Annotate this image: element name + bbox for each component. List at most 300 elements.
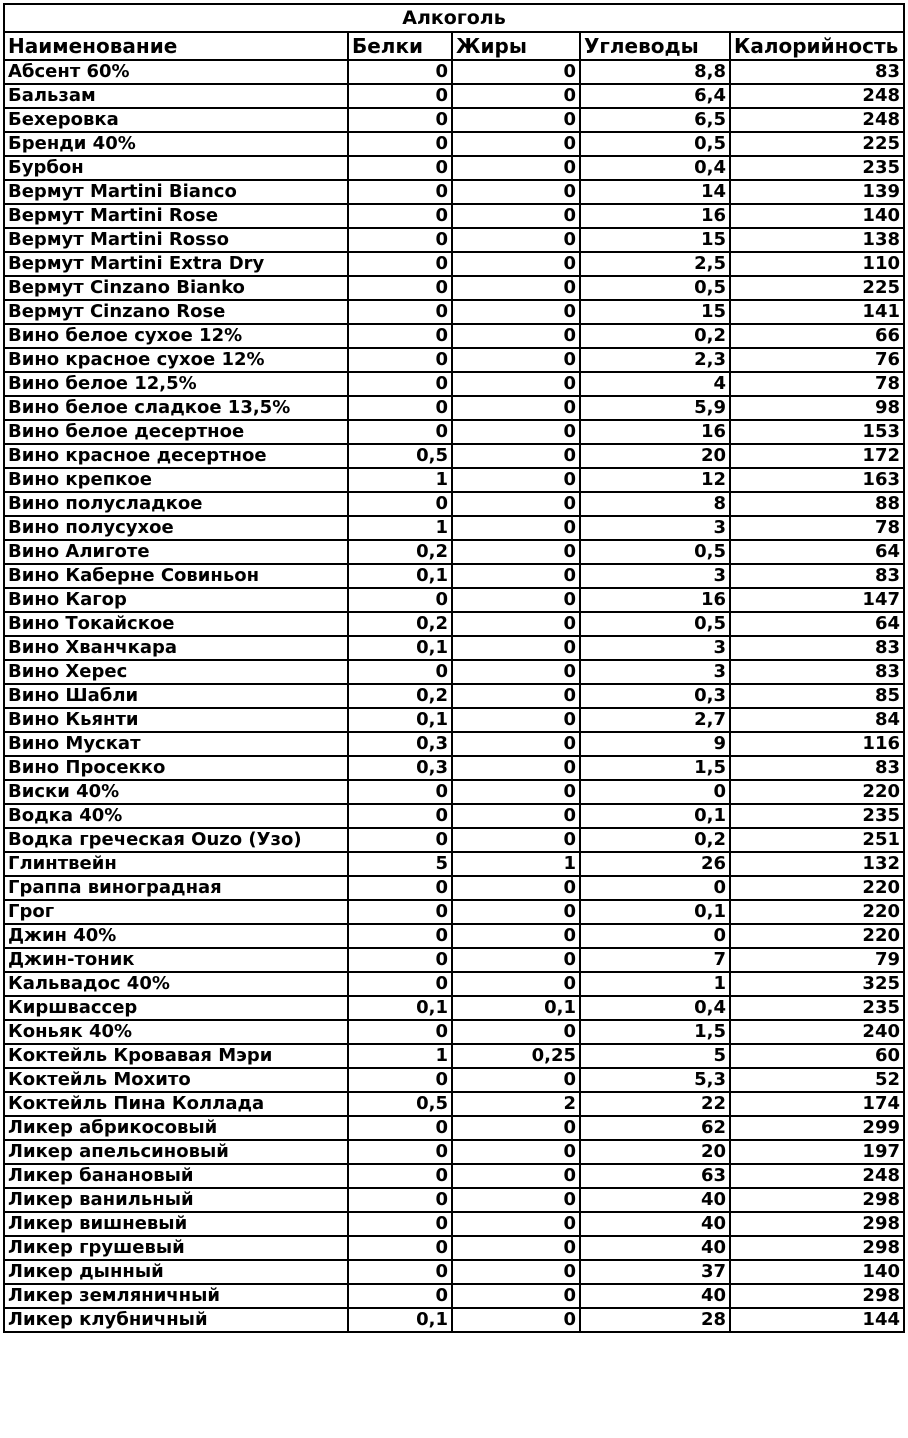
cell-fat: 0 <box>452 972 580 996</box>
cell-protein: 0,5 <box>348 444 452 468</box>
cell-fat: 0 <box>452 60 580 84</box>
cell-name: Бальзам <box>4 84 348 108</box>
cell-calories: 66 <box>730 324 904 348</box>
cell-calories: 132 <box>730 852 904 876</box>
table-row <box>4 852 904 876</box>
table-row <box>4 996 904 1020</box>
cell-name: Вино Кагор <box>4 588 348 612</box>
cell-name: Водка 40% <box>4 804 348 828</box>
cell-calories: 98 <box>730 396 904 420</box>
table-row <box>4 1164 904 1188</box>
cell-fat: 0 <box>452 492 580 516</box>
table-row <box>4 1140 904 1164</box>
cell-carbs: 15 <box>580 228 730 252</box>
cell-calories: 248 <box>730 1164 904 1188</box>
table-row <box>4 108 904 132</box>
cell-protein: 0 <box>348 228 452 252</box>
cell-fat: 0 <box>452 1236 580 1260</box>
cell-fat: 0 <box>452 156 580 180</box>
cell-carbs: 0,1 <box>580 804 730 828</box>
cell-calories: 140 <box>730 1260 904 1284</box>
cell-calories: 174 <box>730 1092 904 1116</box>
cell-name: Вермут Cinzano Bianko <box>4 276 348 300</box>
cell-protein: 0 <box>348 348 452 372</box>
cell-calories: 235 <box>730 156 904 180</box>
cell-protein: 0 <box>348 1020 452 1044</box>
cell-fat: 0 <box>452 636 580 660</box>
cell-protein: 0,3 <box>348 732 452 756</box>
cell-carbs: 0,5 <box>580 276 730 300</box>
cell-fat: 0 <box>452 924 580 948</box>
cell-carbs: 5,9 <box>580 396 730 420</box>
cell-fat: 0,1 <box>452 996 580 1020</box>
table-row <box>4 1260 904 1284</box>
cell-protein: 0 <box>348 972 452 996</box>
cell-carbs: 2,3 <box>580 348 730 372</box>
cell-calories: 60 <box>730 1044 904 1068</box>
cell-protein: 0,5 <box>348 1092 452 1116</box>
cell-fat: 0 <box>452 828 580 852</box>
cell-name: Коктейль Мохито <box>4 1068 348 1092</box>
cell-protein: 0 <box>348 132 452 156</box>
cell-name: Ликер ванильный <box>4 1188 348 1212</box>
header-row <box>4 32 904 60</box>
cell-protein: 0 <box>348 828 452 852</box>
cell-carbs: 0,3 <box>580 684 730 708</box>
table-row <box>4 684 904 708</box>
cell-name: Ликер абрикосовый <box>4 1116 348 1140</box>
cell-fat: 0 <box>452 732 580 756</box>
title-row <box>4 4 904 32</box>
table-row <box>4 444 904 468</box>
table-row <box>4 1284 904 1308</box>
cell-protein: 0 <box>348 948 452 972</box>
cell-carbs: 0 <box>580 924 730 948</box>
cell-fat: 0 <box>452 660 580 684</box>
cell-fat: 0 <box>452 780 580 804</box>
table-row <box>4 972 904 996</box>
cell-name: Коньяк 40% <box>4 1020 348 1044</box>
cell-protein: 0 <box>348 252 452 276</box>
header-fat: Жиры <box>452 32 580 60</box>
cell-protein: 0 <box>348 804 452 828</box>
cell-calories: 248 <box>730 108 904 132</box>
cell-carbs: 3 <box>580 660 730 684</box>
cell-protein: 0 <box>348 396 452 420</box>
cell-name: Вино белое сладкое 13,5% <box>4 396 348 420</box>
cell-name: Глинтвейн <box>4 852 348 876</box>
cell-carbs: 6,5 <box>580 108 730 132</box>
cell-name: Абсент 60% <box>4 60 348 84</box>
cell-fat: 0 <box>452 1284 580 1308</box>
table-row <box>4 588 904 612</box>
cell-protein: 0 <box>348 1164 452 1188</box>
cell-carbs: 37 <box>580 1260 730 1284</box>
cell-name: Кальвадос 40% <box>4 972 348 996</box>
cell-fat: 0 <box>452 612 580 636</box>
cell-calories: 235 <box>730 996 904 1020</box>
cell-protein: 0,2 <box>348 540 452 564</box>
table-row <box>4 300 904 324</box>
table-row <box>4 708 904 732</box>
cell-fat: 0 <box>452 324 580 348</box>
cell-calories: 298 <box>730 1212 904 1236</box>
cell-carbs: 63 <box>580 1164 730 1188</box>
table-row <box>4 1116 904 1140</box>
cell-protein: 0 <box>348 84 452 108</box>
table-row <box>4 204 904 228</box>
cell-name: Джин 40% <box>4 924 348 948</box>
table-row <box>4 612 904 636</box>
cell-protein: 0 <box>348 900 452 924</box>
cell-name: Вино Мускат <box>4 732 348 756</box>
cell-name: Вино красное десертное <box>4 444 348 468</box>
cell-carbs: 15 <box>580 300 730 324</box>
cell-protein: 0,1 <box>348 636 452 660</box>
table-row <box>4 420 904 444</box>
cell-calories: 220 <box>730 780 904 804</box>
cell-fat: 0 <box>452 1308 580 1332</box>
cell-calories: 298 <box>730 1188 904 1212</box>
cell-calories: 220 <box>730 900 904 924</box>
table-row <box>4 876 904 900</box>
header-name: Наименование <box>4 32 348 60</box>
cell-protein: 0,1 <box>348 1308 452 1332</box>
cell-name: Вино полусладкое <box>4 492 348 516</box>
table-row <box>4 1236 904 1260</box>
cell-carbs: 0,2 <box>580 828 730 852</box>
cell-name: Вино Херес <box>4 660 348 684</box>
cell-calories: 76 <box>730 348 904 372</box>
cell-calories: 64 <box>730 612 904 636</box>
cell-fat: 0 <box>452 564 580 588</box>
cell-carbs: 22 <box>580 1092 730 1116</box>
table-row <box>4 492 904 516</box>
cell-name: Вино Кьянти <box>4 708 348 732</box>
cell-carbs: 20 <box>580 444 730 468</box>
table-row <box>4 540 904 564</box>
cell-carbs: 12 <box>580 468 730 492</box>
cell-protein: 0 <box>348 780 452 804</box>
cell-carbs: 40 <box>580 1212 730 1236</box>
cell-fat: 0,25 <box>452 1044 580 1068</box>
cell-fat: 0 <box>452 588 580 612</box>
table-title: Алкоголь <box>4 4 904 32</box>
cell-calories: 84 <box>730 708 904 732</box>
cell-calories: 83 <box>730 564 904 588</box>
cell-carbs: 40 <box>580 1236 730 1260</box>
cell-calories: 139 <box>730 180 904 204</box>
cell-carbs: 3 <box>580 564 730 588</box>
cell-name: Виски 40% <box>4 780 348 804</box>
cell-calories: 220 <box>730 924 904 948</box>
cell-fat: 0 <box>452 372 580 396</box>
cell-calories: 116 <box>730 732 904 756</box>
cell-fat: 0 <box>452 1164 580 1188</box>
cell-name: Бренди 40% <box>4 132 348 156</box>
cell-carbs: 3 <box>580 636 730 660</box>
cell-protein: 0 <box>348 588 452 612</box>
cell-fat: 0 <box>452 276 580 300</box>
cell-calories: 172 <box>730 444 904 468</box>
cell-calories: 85 <box>730 684 904 708</box>
cell-carbs: 0,1 <box>580 900 730 924</box>
table-row <box>4 372 904 396</box>
cell-carbs: 0,5 <box>580 612 730 636</box>
cell-protein: 0 <box>348 372 452 396</box>
cell-protein: 0 <box>348 108 452 132</box>
cell-protein: 0 <box>348 1236 452 1260</box>
cell-calories: 220 <box>730 876 904 900</box>
cell-fat: 0 <box>452 1188 580 1212</box>
cell-name: Коктейль Пина Коллада <box>4 1092 348 1116</box>
cell-name: Вино Алиготе <box>4 540 348 564</box>
cell-protein: 0 <box>348 924 452 948</box>
cell-fat: 0 <box>452 1260 580 1284</box>
cell-fat: 0 <box>452 1068 580 1092</box>
cell-fat: 0 <box>452 1116 580 1140</box>
cell-carbs: 8,8 <box>580 60 730 84</box>
table-row <box>4 1188 904 1212</box>
cell-protein: 0,1 <box>348 564 452 588</box>
cell-protein: 1 <box>348 516 452 540</box>
table-row <box>4 900 904 924</box>
cell-protein: 0 <box>348 204 452 228</box>
cell-calories: 138 <box>730 228 904 252</box>
cell-calories: 153 <box>730 420 904 444</box>
cell-carbs: 0,5 <box>580 132 730 156</box>
cell-protein: 0 <box>348 156 452 180</box>
cell-name: Бехеровка <box>4 108 348 132</box>
cell-name: Ликер апельсиновый <box>4 1140 348 1164</box>
table-row <box>4 180 904 204</box>
cell-carbs: 1,5 <box>580 1020 730 1044</box>
cell-protein: 0,2 <box>348 684 452 708</box>
cell-carbs: 20 <box>580 1140 730 1164</box>
cell-fat: 0 <box>452 756 580 780</box>
cell-fat: 0 <box>452 540 580 564</box>
cell-carbs: 2,5 <box>580 252 730 276</box>
cell-protein: 0 <box>348 492 452 516</box>
cell-carbs: 0,4 <box>580 156 730 180</box>
cell-protein: 5 <box>348 852 452 876</box>
table-row <box>4 348 904 372</box>
table-row <box>4 756 904 780</box>
cell-carbs: 0,2 <box>580 324 730 348</box>
cell-carbs: 9 <box>580 732 730 756</box>
cell-name: Ликер клубничный <box>4 1308 348 1332</box>
cell-name: Ликер дынный <box>4 1260 348 1284</box>
cell-protein: 0 <box>348 1116 452 1140</box>
cell-protein: 1 <box>348 468 452 492</box>
cell-fat: 0 <box>452 1140 580 1164</box>
cell-calories: 144 <box>730 1308 904 1332</box>
cell-protein: 0,2 <box>348 612 452 636</box>
cell-name: Вермут Martini Bianco <box>4 180 348 204</box>
cell-carbs: 14 <box>580 180 730 204</box>
cell-protein: 0 <box>348 276 452 300</box>
table-row <box>4 228 904 252</box>
cell-calories: 298 <box>730 1236 904 1260</box>
cell-calories: 240 <box>730 1020 904 1044</box>
cell-carbs: 0,4 <box>580 996 730 1020</box>
table-row <box>4 324 904 348</box>
cell-fat: 0 <box>452 1212 580 1236</box>
cell-name: Вермут Cinzano Rose <box>4 300 348 324</box>
cell-name: Ликер земляничный <box>4 1284 348 1308</box>
cell-carbs: 1 <box>580 972 730 996</box>
table-row <box>4 396 904 420</box>
cell-fat: 2 <box>452 1092 580 1116</box>
table-row <box>4 516 904 540</box>
cell-calories: 141 <box>730 300 904 324</box>
nutrition-table <box>3 3 905 1333</box>
cell-name: Вермут Martini Rosso <box>4 228 348 252</box>
cell-name: Вермут Martini Extra Dry <box>4 252 348 276</box>
table-row <box>4 1020 904 1044</box>
cell-protein: 0 <box>348 324 452 348</box>
cell-name: Вино Токайское <box>4 612 348 636</box>
table-row <box>4 468 904 492</box>
cell-fat: 0 <box>452 228 580 252</box>
cell-carbs: 28 <box>580 1308 730 1332</box>
cell-carbs: 8 <box>580 492 730 516</box>
cell-name: Вино Шабли <box>4 684 348 708</box>
cell-protein: 0 <box>348 660 452 684</box>
cell-protein: 0 <box>348 876 452 900</box>
cell-name: Вино белое 12,5% <box>4 372 348 396</box>
table-body <box>4 60 904 1332</box>
cell-protein: 0 <box>348 180 452 204</box>
alcohol-nutrition-sheet <box>3 3 903 1333</box>
cell-protein: 0 <box>348 60 452 84</box>
cell-calories: 248 <box>730 84 904 108</box>
cell-name: Ликер вишневый <box>4 1212 348 1236</box>
cell-protein: 0,3 <box>348 756 452 780</box>
cell-protein: 0 <box>348 1068 452 1092</box>
cell-carbs: 6,4 <box>580 84 730 108</box>
cell-fat: 0 <box>452 684 580 708</box>
cell-carbs: 40 <box>580 1284 730 1308</box>
cell-calories: 83 <box>730 636 904 660</box>
cell-calories: 225 <box>730 132 904 156</box>
cell-fat: 0 <box>452 708 580 732</box>
cell-calories: 140 <box>730 204 904 228</box>
cell-protein: 0 <box>348 300 452 324</box>
cell-calories: 235 <box>730 804 904 828</box>
table-row <box>4 1092 904 1116</box>
cell-carbs: 3 <box>580 516 730 540</box>
cell-fat: 0 <box>452 948 580 972</box>
cell-carbs: 0 <box>580 780 730 804</box>
cell-fat: 0 <box>452 468 580 492</box>
cell-name: Ликер банановый <box>4 1164 348 1188</box>
cell-name: Граппа виноградная <box>4 876 348 900</box>
cell-calories: 78 <box>730 516 904 540</box>
table-row <box>4 60 904 84</box>
cell-calories: 78 <box>730 372 904 396</box>
cell-fat: 0 <box>452 84 580 108</box>
cell-name: Вино красное сухое 12% <box>4 348 348 372</box>
cell-name: Ликер грушевый <box>4 1236 348 1260</box>
cell-fat: 0 <box>452 252 580 276</box>
cell-name: Вино Каберне Совиньон <box>4 564 348 588</box>
table-row <box>4 1068 904 1092</box>
cell-calories: 88 <box>730 492 904 516</box>
cell-carbs: 5,3 <box>580 1068 730 1092</box>
cell-fat: 0 <box>452 420 580 444</box>
cell-carbs: 1,5 <box>580 756 730 780</box>
cell-protein: 0 <box>348 1260 452 1284</box>
cell-calories: 83 <box>730 660 904 684</box>
cell-name: Водка греческая Ouzo (Узо) <box>4 828 348 852</box>
cell-carbs: 2,7 <box>580 708 730 732</box>
cell-fat: 0 <box>452 396 580 420</box>
cell-calories: 110 <box>730 252 904 276</box>
table-row <box>4 564 904 588</box>
cell-name: Бурбон <box>4 156 348 180</box>
cell-fat: 0 <box>452 180 580 204</box>
cell-fat: 0 <box>452 900 580 924</box>
cell-fat: 0 <box>452 300 580 324</box>
cell-protein: 0 <box>348 420 452 444</box>
table-row <box>4 276 904 300</box>
cell-carbs: 5 <box>580 1044 730 1068</box>
header-calories: Калорийность <box>730 32 904 60</box>
table-row <box>4 252 904 276</box>
cell-calories: 147 <box>730 588 904 612</box>
cell-carbs: 0 <box>580 876 730 900</box>
cell-fat: 0 <box>452 1020 580 1044</box>
cell-fat: 0 <box>452 516 580 540</box>
header-carbs: Углеводы <box>580 32 730 60</box>
cell-name: Вино Хванчкара <box>4 636 348 660</box>
cell-carbs: 40 <box>580 1188 730 1212</box>
cell-protein: 0,1 <box>348 708 452 732</box>
cell-calories: 298 <box>730 1284 904 1308</box>
table-row <box>4 1044 904 1068</box>
cell-calories: 79 <box>730 948 904 972</box>
cell-protein: 0,1 <box>348 996 452 1020</box>
header-protein: Белки <box>348 32 452 60</box>
table-row <box>4 948 904 972</box>
cell-name: Киршвассер <box>4 996 348 1020</box>
cell-name: Вино белое десертное <box>4 420 348 444</box>
table-row <box>4 828 904 852</box>
cell-name: Вино Просекко <box>4 756 348 780</box>
table-row <box>4 1308 904 1332</box>
cell-carbs: 62 <box>580 1116 730 1140</box>
table-row <box>4 732 904 756</box>
cell-calories: 83 <box>730 756 904 780</box>
table-row <box>4 84 904 108</box>
table-row <box>4 780 904 804</box>
cell-calories: 325 <box>730 972 904 996</box>
cell-fat: 0 <box>452 876 580 900</box>
cell-calories: 64 <box>730 540 904 564</box>
cell-protein: 1 <box>348 1044 452 1068</box>
cell-protein: 0 <box>348 1284 452 1308</box>
cell-protein: 0 <box>348 1140 452 1164</box>
cell-calories: 299 <box>730 1116 904 1140</box>
cell-name: Коктейль Кровавая Мэри <box>4 1044 348 1068</box>
cell-carbs: 4 <box>580 372 730 396</box>
cell-fat: 0 <box>452 804 580 828</box>
cell-fat: 0 <box>452 204 580 228</box>
cell-fat: 0 <box>452 108 580 132</box>
cell-calories: 225 <box>730 276 904 300</box>
cell-fat: 0 <box>452 348 580 372</box>
